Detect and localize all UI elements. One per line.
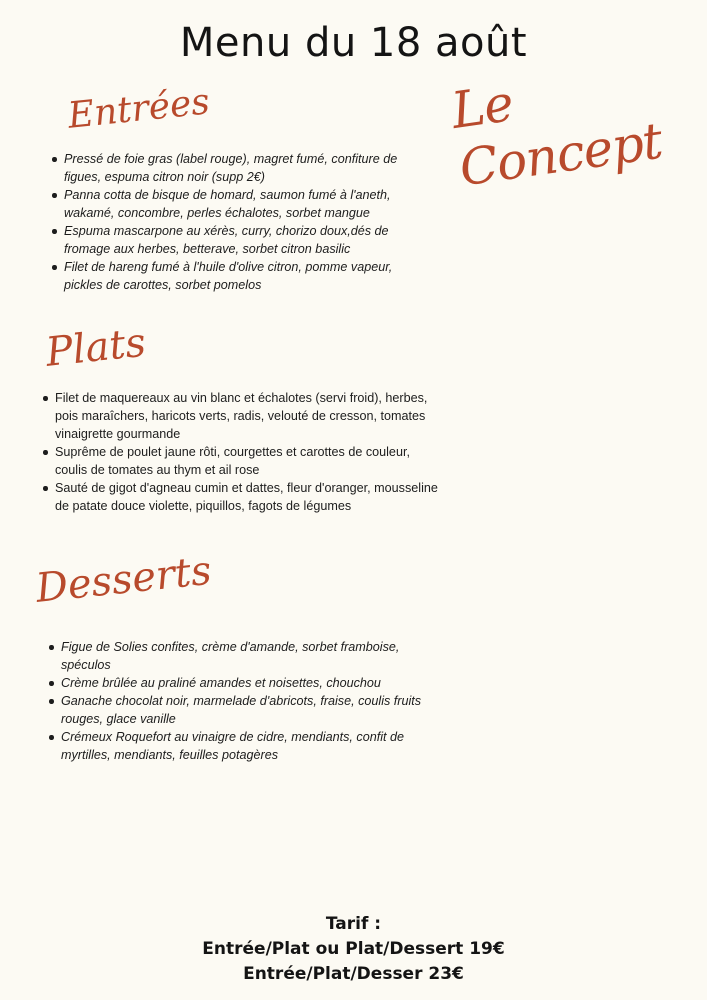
tarif-block	[0, 912, 707, 987]
list-item: Sauté de gigot d'agneau cumin et dattes, fleur d'oranger, mousseline de patate douce violette, piquillos, fagots de légumes	[55, 479, 440, 515]
list-item: Crème brûlée au praliné amandes et noisettes, chouchou	[61, 674, 441, 692]
list-item: Crémeux Roquefort au vinaigre de cidre, mendiants, confit de myrtilles, mendiants, feuilles potagères	[61, 728, 441, 764]
section-heading-entrees: Entrées	[65, 81, 212, 137]
tarif-line-two-courses: Entrée/Plat ou Plat/Dessert 19€	[202, 939, 505, 959]
list-item: Suprême de poulet jaune rôti, courgettes et carottes de couleur, coulis de tomates au thym et ail rose	[55, 443, 440, 479]
list-item: Filet de hareng fumé à l'huile d'olive citron, pomme vapeur, pickles de carottes, sorbet pomelos	[64, 258, 424, 294]
entrees-list	[64, 150, 424, 294]
section-heading-desserts: Desserts	[33, 547, 214, 612]
list-item: Filet de maquereaux au vin blanc et échalotes (servi froid), herbes, pois maraîchers, haricots verts, radis, velouté de cresson, tomates vinaigrette gourmande	[55, 389, 440, 443]
page-title: Menu du 18 août	[179, 20, 528, 66]
section-heading-plats: Plats	[43, 319, 149, 376]
plats-list	[55, 389, 440, 515]
list-item: Ganache chocolat noir, marmelade d'abricots, fraise, coulis fruits rouges, glace vanille	[61, 692, 441, 728]
brand-logo: Le Concept	[447, 74, 666, 198]
tarif-line-three-courses: Entrée/Plat/Desser 23€	[243, 964, 464, 984]
list-item: Espuma mascarpone au xérès, curry, chorizo doux,dés de fromage aux herbes, betterave, sorbet citron basilic	[64, 222, 424, 258]
list-item: Figue de Solies confites, crème d'amande, sorbet framboise, spéculos	[61, 638, 441, 674]
tarif-label: Tarif :	[325, 914, 382, 934]
list-item: Panna cotta de bisque de homard, saumon fumé à l'aneth, wakamé, concombre, perles échalotes, sorbet mangue	[64, 186, 424, 222]
desserts-list	[61, 638, 441, 764]
list-item: Pressé de foie gras (label rouge), magret fumé, confiture de figues, espuma citron noir (supp 2€)	[64, 150, 424, 186]
